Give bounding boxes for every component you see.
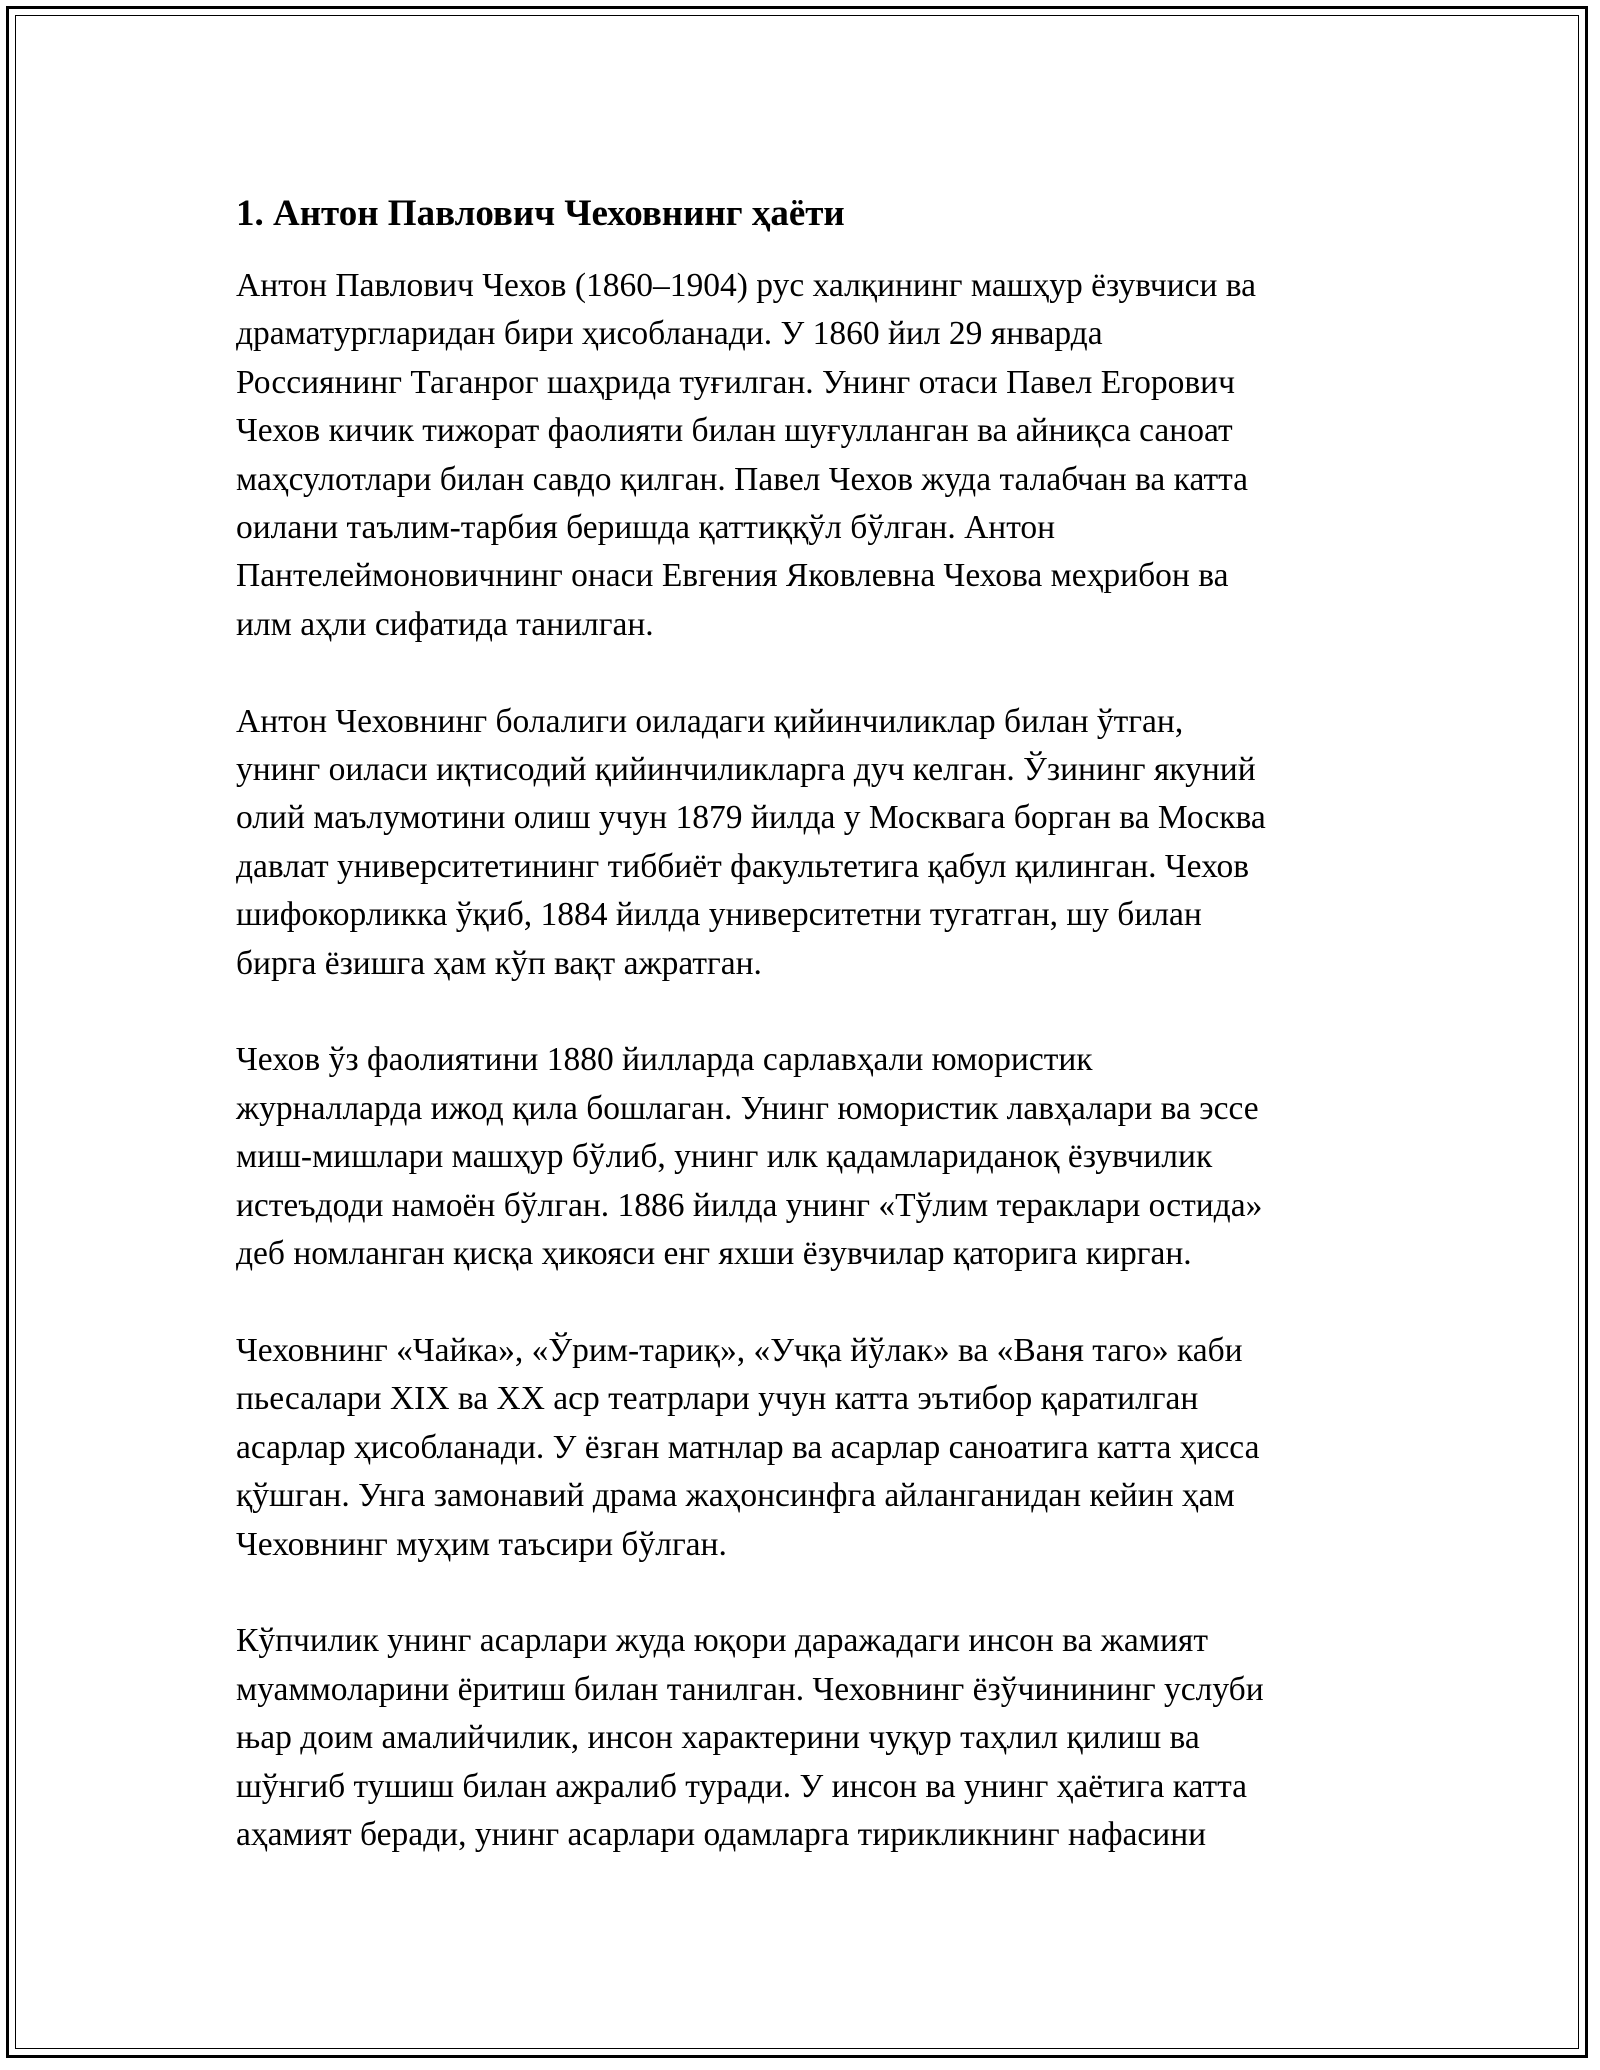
section-heading: 1. Антон Павлович Чеховнинг ҳаёти [236,193,845,234]
paragraph-2: Антон Чеховнинг болалиги оиладаги қийинчиликлар билан ўтган, унинг оиласи иқтисодий қийинчиликларга дуч келган. Ўзининг якуний олий маълумотини олиш учун 1879 йилда у Москвага борган ва Москва давлат университетининг тиббиёт факультетига қабул қилинган. Чехов шифокорликка ўқиб, 1884 йилда университетни тугатган, шу билан бирга ёзишга ҳам кўп вақт ажратган. [236,702,1266,982]
paragraph-1: Антон Павлович Чехов (1860–1904) рус халқининг машҳур ёзувчиси ва драматургларидан бири ҳисобланади. У 1860 йил 29 январда Россиянинг Таганрог шаҳрида туғилган. Унинг отаси Павел Егорович Чехов кичик тижорат фаолияти билан шуғулланган ва айниқса саноат маҳсулотлари билан савдо қилган. Павел Чехов жуда талабчан ва катта оилани таълим-тарбия беришда қаттиққўл бўлган. Антон Пантелеймоновичнинг онаси Евгения Яковлевна Чехова меҳрибон ва илм аҳли сифатида танилган. [236,267,1257,643]
paragraph-3: Чехов ўз фаолиятини 1880 йилларда сарлавҳали юмористик журналларда ижод қила бошлаган. Унинг юмористик лавҳалари ва эссе миш-мишлари машҳур бўлиб, унинг илк қадамлариданоқ ёзувчилик истеъдоди намоён бўлган. 1886 йилда унинг «Тўлим тераклари остида» деб номланган қисқа ҳикояси енг яхши ёзувчилар қаторига кирган. [236,1041,1263,1273]
paragraph-4: Чеховнинг «Чайка», «Ўрим-тариқ», «Учқа йўлак» ва «Ваня таго» каби пьесалари XIX ва XX аср театрлари учун катта эътибор қаратилган асарлар ҳисобланади. У ёзган матнлар ва асарлар саноатига катта ҳисса қўшган. Унга замонавий драма жаҳонсинфга айланганидан кейин ҳам Чеховнинг муҳим таъсири бўлган. [236,1331,1260,1563]
paragraph-5: Кўпчилик унинг асарлари жуда юқори даражадаги инсон ва жамият муаммоларини ёритиш билан танилган. Чеховнинг ёзўчинининг услуби њар доим амалийчилик, инсон характерини чуқур таҳлил қилиш ва шўнгиб тушиш билан ажралиб туради. У инсон ва унинг ҳаётига катта аҳамият беради, унинг асарлари одамларга тирикликнинг нафасини [236,1622,1264,1853]
document-body [236,188,1376,1908]
